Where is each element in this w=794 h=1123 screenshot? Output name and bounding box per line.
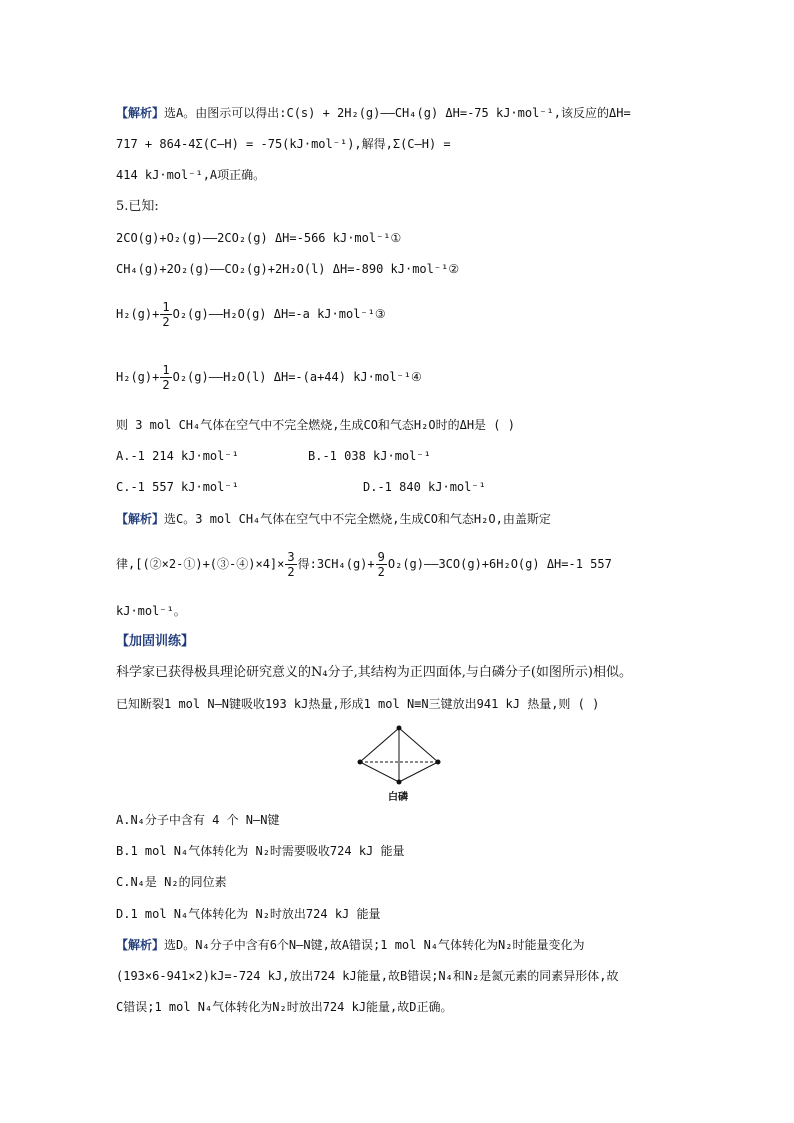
analysis-line-3: 【解析】选D。N₄分子中含有6个N—N键,故A错误;1 mol N₄气体转化为N₂时能量变化为 — [116, 938, 585, 952]
analysis-tag: 【解析】 — [116, 106, 165, 120]
hess-derivation: 律,[(②×2-①)+(③-④)×4]× $\frac{3}{2}$ 得:3CH₄(g)+ $\frac{9}{2}$ O₂(g)——3CO(g)+6H₂O(g) ΔH=-1 557 — [116, 550, 612, 579]
text-line: 717 + 864-4Σ(C—H) = -75(kJ·mol⁻¹),解得,Σ(C—H) = — [116, 137, 451, 151]
option-c: C.-1 557 kJ·mol⁻¹ — [116, 480, 239, 494]
analysis-tag: 【解析】 — [116, 512, 165, 526]
option-b: B.1 mol N₄气体转化为 N₂时需要吸收724 kJ 能量 — [116, 844, 405, 858]
problem-text: 科学家已获得极具理论研究意义的N₄分子,其结构为正四面体,与白磷分子(如图所示)相似。 — [116, 665, 632, 680]
analysis-tag: 【解析】 — [116, 938, 165, 952]
figure-caption: 白磷 — [388, 792, 408, 803]
option-a: A.-1 214 kJ·mol⁻¹ — [116, 449, 239, 463]
atom-left — [358, 760, 363, 765]
question-stem: 则 3 mol CH₄气体在空气中不完全燃烧,生成CO和气态H₂O时的ΔH是 ( ) — [116, 418, 515, 432]
option-b: B.-1 038 kJ·mol⁻¹ — [308, 449, 431, 463]
text-line: kJ·mol⁻¹。 — [116, 604, 186, 618]
text-line: C错误;1 mol N₄气体转化为N₂时放出724 kJ能量,故D正确。 — [116, 1000, 453, 1014]
question-number: 5.已知: — [116, 199, 159, 214]
atom-top — [397, 726, 402, 731]
option-d: D.-1 840 kJ·mol⁻¹ — [363, 480, 486, 494]
equation-3: H₂(g)+ $\frac{1}{2}$ O₂(g)——H₂O(g) ΔH=-a kJ·mol⁻¹③ — [116, 300, 386, 329]
text-line: 414 kJ·mol⁻¹,A项正确。 — [116, 168, 266, 182]
atom-bottom — [397, 780, 402, 785]
fraction: $\frac{1}{2}$ — [162, 363, 170, 392]
equation-1: 2CO(g)+O₂(g)——2CO₂(g) ΔH=-566 kJ·mol⁻¹① — [116, 231, 402, 245]
fraction: $\frac{1}{2}$ — [162, 300, 170, 329]
text-line: (193×6-941×2)kJ=-724 kJ,放出724 kJ能量,故B错误;N₄和N₂是氮元素的同素异形体,故 — [116, 969, 619, 983]
option-a: A.N₄分子中含有 4 个 N—N键 — [116, 813, 280, 827]
analysis-line-2: 【解析】选C。3 mol CH₄气体在空气中不完全燃烧,生成CO和气态H₂O,由盖斯定 — [116, 512, 551, 526]
option-d: D.1 mol N₄气体转化为 N₂时放出724 kJ 能量 — [116, 907, 381, 921]
equation-4: H₂(g)+ $\frac{1}{2}$ O₂(g)——H₂O(l) ΔH=-(a+44) kJ·mol⁻¹④ — [116, 363, 422, 392]
equation-2: CH₄(g)+2O₂(g)——CO₂(g)+2H₂O(l) ΔH=-890 kJ·mol⁻¹② — [116, 262, 460, 276]
problem-text: 已知断裂1 mol N—N键吸收193 kJ热量,形成1 mol N≡N三键放出941 kJ 热量,则 ( ) — [116, 697, 600, 711]
fraction: $\frac{9}{2}$ — [377, 550, 385, 579]
option-c: C.N₄是 N₂的同位素 — [116, 875, 227, 889]
analysis-line-1: 【解析】选A。由图示可以得出:C(s) + 2H₂(g)——CH₄(g) ΔH=-75 kJ·mol⁻¹,该反应的ΔH= — [116, 106, 631, 120]
atom-right — [436, 760, 441, 765]
section-heading: 【加固训练】 — [116, 634, 195, 649]
fraction: $\frac{3}{2}$ — [287, 550, 295, 579]
